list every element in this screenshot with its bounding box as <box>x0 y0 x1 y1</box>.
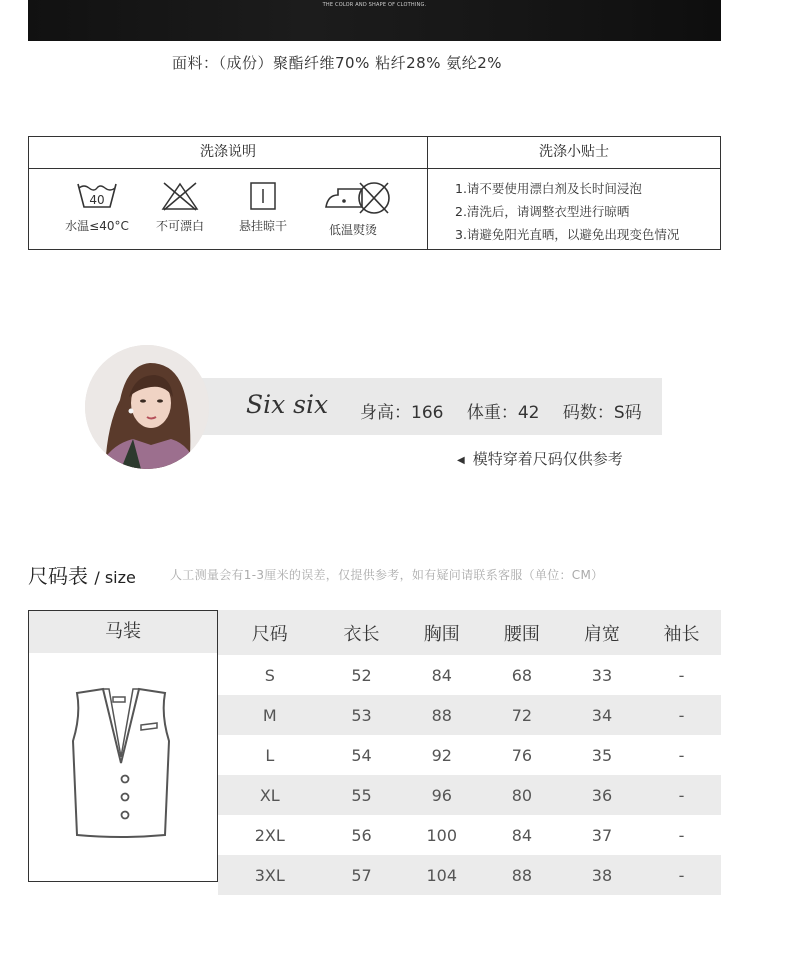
size-table <box>218 610 721 895</box>
size-title-cn: 尺码表 <box>28 564 88 588</box>
wash-header-left: 洗涤说明 <box>29 137 427 169</box>
triangle-left-icon: ◀ <box>457 455 465 466</box>
care-label-wash: 水温≤40°C <box>65 219 129 233</box>
line-dry-icon <box>243 181 283 211</box>
size-title-en: / size <box>94 568 136 587</box>
cell-sleeve: - <box>642 855 721 895</box>
low-iron-icon <box>324 181 394 215</box>
cell-shoulder: 38 <box>562 855 642 895</box>
cell-bust: 100 <box>426 825 458 845</box>
model-avatar <box>85 345 209 469</box>
cell-bust: 88 <box>402 695 482 735</box>
cell-shoulder: 37 <box>591 825 613 845</box>
col-bust: 胸围 <box>402 610 482 655</box>
cell-size: L <box>265 745 275 765</box>
cell-shoulder: 36 <box>562 775 642 815</box>
wash-instructions-table <box>28 136 721 250</box>
table-row <box>218 815 721 855</box>
cell-shoulder: 35 <box>591 745 613 765</box>
care-item-iron <box>316 181 402 238</box>
cell-waist: 76 <box>511 745 533 765</box>
cell-waist: 68 <box>511 665 533 685</box>
wash-divider <box>427 137 428 249</box>
cell-sleeve: - <box>678 665 685 685</box>
model-weight: 体重：42 <box>466 403 540 423</box>
col-sleeve: 袖长 <box>642 610 721 655</box>
model-height: 身高：166 <box>360 403 444 423</box>
care-label-dry: 悬挂晾干 <box>238 219 287 233</box>
cell-waist: 80 <box>482 775 562 815</box>
wash-tip: 3.请避免阳光直晒，以避免出现变色情况 <box>455 227 680 242</box>
care-item-dry <box>220 181 306 234</box>
size-chart-title <box>28 560 136 589</box>
cell-waist: 88 <box>482 855 562 895</box>
col-waist: 腰围 <box>482 610 562 655</box>
model-stats <box>360 398 660 423</box>
vest-icon <box>65 687 177 841</box>
banner-caption: THE COLOR AND SHAPE OF CLOTHING. <box>322 2 427 8</box>
cell-sleeve: - <box>678 745 685 765</box>
model-size: 码数：S码 <box>562 403 642 423</box>
garment-type: 马装 <box>29 611 217 653</box>
cell-length: 54 <box>351 745 372 765</box>
col-size: 尺码 <box>218 610 322 655</box>
cell-size: 3XL <box>218 855 322 895</box>
size-disclaimer: 人工测量会有1-3厘米的误差，仅提供参考，如有疑问请联系客服（单位：CM） <box>170 568 604 582</box>
size-table-header <box>218 610 721 655</box>
cell-size: S <box>264 665 275 685</box>
table-row <box>218 655 721 695</box>
cell-sleeve: - <box>642 695 721 735</box>
cell-bust: 92 <box>431 745 452 765</box>
wash-header-right: 洗涤小贴士 <box>428 137 720 169</box>
cell-length: 57 <box>322 855 402 895</box>
wash-tips <box>455 177 679 246</box>
cell-sleeve: - <box>678 825 685 845</box>
no-bleach-icon <box>160 181 200 211</box>
model-note-text: 模特穿着尺码仅供参考 <box>472 450 623 468</box>
care-item-wash <box>54 181 140 234</box>
model-note <box>457 448 623 469</box>
care-label-iron: 低温熨烫 <box>328 223 377 237</box>
table-row <box>218 695 721 735</box>
garment-box <box>28 610 218 882</box>
table-row <box>218 735 721 775</box>
cell-waist: 72 <box>482 695 562 735</box>
cell-bust: 96 <box>402 775 482 815</box>
cell-shoulder: 34 <box>562 695 642 735</box>
wash-tip: 1.请不要使用漂白剂及长时间浸泡 <box>455 181 642 196</box>
cell-size: M <box>218 695 322 735</box>
cell-waist: 84 <box>511 825 533 845</box>
cell-shoulder: 33 <box>591 665 613 685</box>
wash-tip: 2.清洗后，请调整衣型进行晾晒 <box>455 204 630 219</box>
cell-length: 55 <box>322 775 402 815</box>
cell-size: 2XL <box>254 825 285 845</box>
cell-length: 56 <box>351 825 372 845</box>
cell-bust: 84 <box>431 665 452 685</box>
col-shoulder: 肩宽 <box>562 610 642 655</box>
cell-length: 53 <box>322 695 402 735</box>
top-banner-image <box>28 0 721 41</box>
fabric-composition: 面料：（成份）聚酯纤维70% 粘纤28% 氨纶2% <box>172 54 503 72</box>
wash-40-icon <box>76 181 118 211</box>
care-item-bleach <box>137 181 223 234</box>
col-length: 衣长 <box>322 610 402 655</box>
cell-sleeve: - <box>642 775 721 815</box>
cell-length: 52 <box>351 665 372 685</box>
cell-size: XL <box>218 775 322 815</box>
table-row <box>218 775 721 815</box>
care-label-bleach: 不可漂白 <box>155 219 204 233</box>
table-row <box>218 855 721 895</box>
wash-temp-value: 40 <box>89 193 105 207</box>
cell-bust: 104 <box>402 855 482 895</box>
model-signature: Six six <box>246 390 329 419</box>
